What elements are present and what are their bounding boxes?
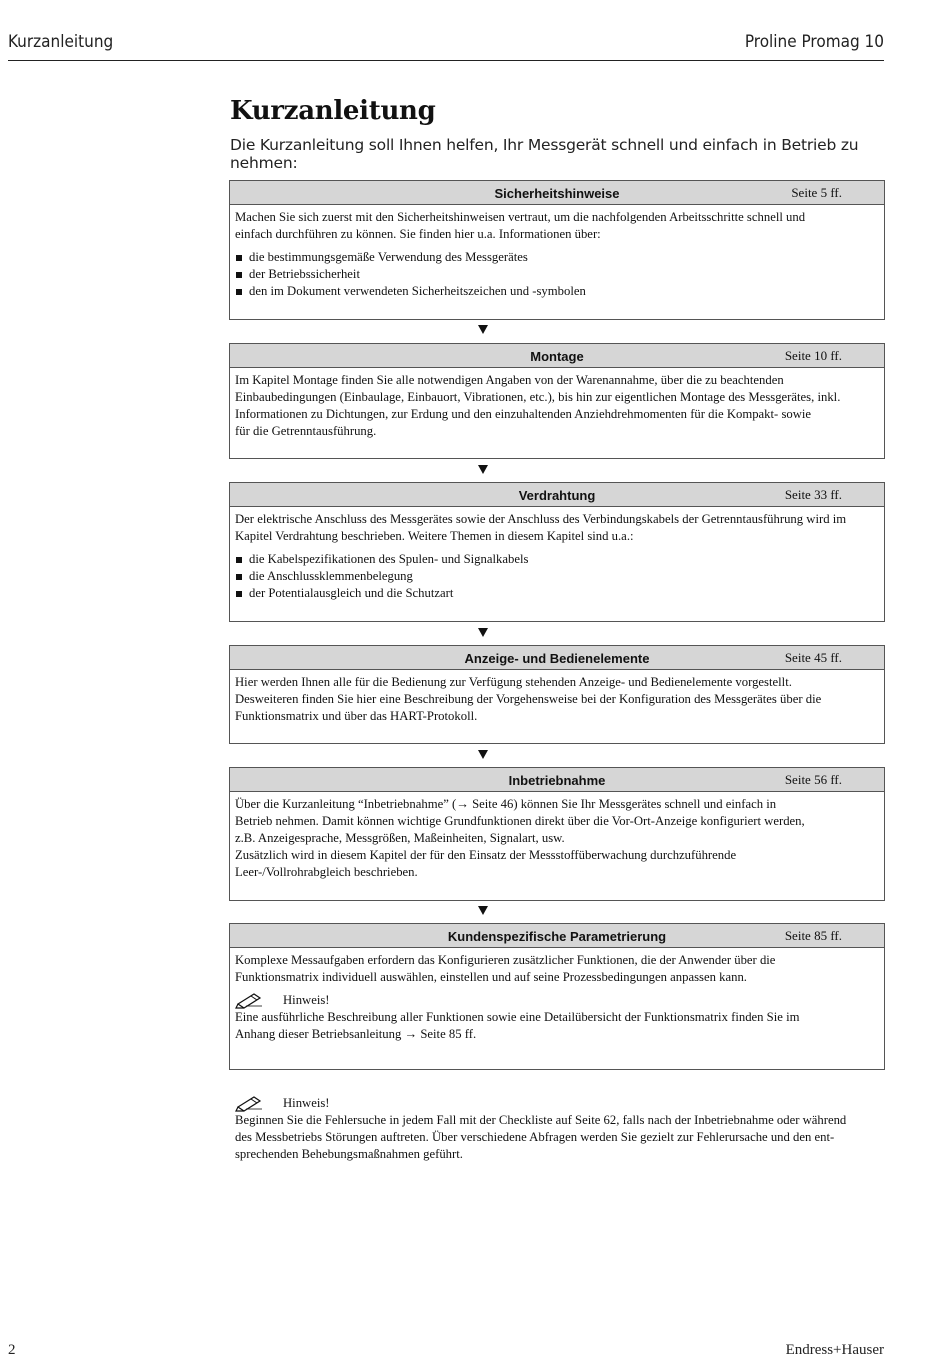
body-line: Beginnen Sie die Fehlersuche in jedem Fall mit der Checkliste auf Seite 62, falls nach der Inbetriebnahme oder während [235, 1113, 847, 1127]
section-header [230, 768, 884, 792]
section-page-ref: Seite 56 ff. [784, 772, 842, 787]
body-line: Betrieb nehmen. Damit können wichtige Grundfunktionen direkt über die Vor-Ort-Anzeige konfiguriert werden, [235, 814, 805, 828]
list-item: der Potentialausgleich und die Schutzart [235, 585, 878, 602]
section-title: Inbetriebnahme [508, 773, 606, 788]
body-line: Funktionsmatrix und über das HART-Protokoll. [235, 709, 478, 723]
body-line: Über die Kurzanleitung “Inbetriebnahme” (→ Seite 46) können Sie Ihr Messgerätes schnell und einfach in [235, 797, 777, 811]
arrow-down-icon [478, 750, 488, 759]
body-line: Kapitel Verdrahtung beschrieben. Weitere Themen in diesem Kapitel sind u.a.: [235, 529, 634, 543]
section-page-ref: Seite 5 ff. [791, 185, 842, 200]
section-header [230, 181, 884, 205]
body-line: Einbaubedingungen (Einbaulage, Einbauort, Vibrationen, etc.), bis hin zur eigentlichen Montage des Messgerätes, inkl. [235, 390, 841, 404]
body-line: einfach durchführen zu können. Sie finden hier u.a. Informationen über: [235, 227, 601, 241]
bullet-list [235, 249, 878, 300]
arrow-down-icon [478, 628, 488, 637]
list-item: die Anschlussklemmenbelegung [235, 568, 878, 585]
bottom-note [235, 1094, 880, 1163]
body-line: Leer-/Vollrohrabgleich beschrieben. [235, 865, 418, 879]
section-title: Montage [530, 349, 584, 364]
body-line: Machen Sie sich zuerst mit den Sicherheitshinweisen vertraut, um die nachfolgenden Arbeitsschritte schnell und [235, 210, 806, 224]
list-item: der Betriebssicherheit [235, 266, 878, 283]
body-line: Zusätzlich wird in diesem Kapitel der für den Einsatz der Messstoffüberwachung durchzuführende [235, 848, 737, 862]
footer-brand: Endress+Hauser [785, 1342, 884, 1358]
body-line: Der elektrische Anschluss des Messgerätes sowie der Anschluss des Verbindungskabels der Getrenntausführung wird im [235, 512, 847, 526]
list-item: den im Dokument verwendeten Sicherheitszeichen und -symbolen [235, 283, 878, 300]
body-line: sprechenden Behebungsmaßnahmen geführt. [235, 1147, 463, 1161]
section-box-verdrahtung [229, 482, 885, 622]
section-page-ref: Seite 45 ff. [784, 650, 842, 665]
body-line: Im Kapitel Montage finden Sie alle notwendigen Angaben von der Warenannahme, über die zu beachtenden [235, 373, 784, 387]
header-rule [8, 60, 884, 61]
body-line: Eine ausführliche Beschreibung aller Funktionen sowie eine Detailübersicht der Funktionsmatrix finden Sie im [235, 1010, 800, 1024]
section-body [230, 205, 884, 300]
section-title: Verdrahtung [518, 488, 596, 503]
body-line: Komplexe Messaufgaben erfordern das Konfigurieren zusätzlicher Funktionen, die der Anwender über die [235, 953, 776, 967]
section-page-ref: Seite 33 ff. [784, 487, 842, 502]
section-body [230, 368, 884, 440]
list-item: die bestimmungsgemäße Verwendung des Messgerätes [235, 249, 878, 266]
section-body [230, 948, 884, 1043]
section-header [230, 344, 884, 368]
content-area [230, 96, 884, 172]
section-header [230, 483, 884, 507]
arrow-down-icon [478, 906, 488, 915]
body-line: Informationen zu Dichtungen, zur Erdung und den einzuhaltenden Anziehdrehmomenten für die Kompakt- sowie [235, 407, 812, 421]
body-line: z.B. Anzeigesprache, Messgrößen, Maßeinheiten, Signalart, usw. [235, 831, 565, 845]
page-number: 2 [8, 1342, 16, 1358]
section-page-ref: Seite 85 ff. [784, 928, 842, 943]
body-line: Hier werden Ihnen alle für die Bedienung zur Verfügung stehenden Anzeige- und Bedienelemente vorgestellt. [235, 675, 792, 689]
body-line: des Messbetriebs Störungen auftreten. Über verschiedene Abfragen werden Sie gezielt zur Fehlerursache und den ent- [235, 1130, 835, 1144]
note-label: Hinweis! [283, 1095, 330, 1110]
body-line: Funktionsmatrix individuell auswählen, einstellen und auf seine Prozessbedingungen anpassen kann. [235, 970, 747, 984]
body-line: Desweiteren finden Sie hier eine Beschreibung der Vorgehensweise bei der Konfiguration des Messgerätes über die [235, 692, 822, 706]
body-line: Anhang dieser Betriebsanleitung → Seite 85 ff. [235, 1027, 477, 1041]
section-title: Anzeige- und Bedienelemente [464, 651, 650, 666]
running-header-right: Proline Promag 10 [744, 32, 884, 52]
section-header [230, 924, 884, 948]
section-page-ref: Seite 10 ff. [784, 348, 842, 363]
pencil-note-icon [235, 991, 265, 1009]
bullet-list [235, 551, 878, 602]
section-body [230, 792, 884, 881]
section-title: Kundenspezifische Parametrierung [447, 929, 667, 944]
section-box-anzeige [229, 645, 885, 744]
note-heading [235, 1094, 880, 1112]
section-header [230, 646, 884, 670]
note-label: Hinweis! [283, 992, 330, 1007]
list-item: die Kabelspezifikationen des Spulen- und Signalkabels [235, 551, 878, 568]
section-box-inbetriebnahme [229, 767, 885, 901]
section-body [230, 670, 884, 725]
running-header-left: Kurzanleitung [8, 32, 114, 52]
section-box-montage [229, 343, 885, 459]
body-line: für die Getrenntausführung. [235, 424, 377, 438]
section-box-kundenspezifisch [229, 923, 885, 1070]
arrow-down-icon [478, 465, 488, 474]
pencil-note-icon [235, 1094, 265, 1112]
section-body [230, 507, 884, 602]
section-box-sicherheitshinweise [229, 180, 885, 320]
section-title: Sicherheitshinweise [494, 186, 620, 201]
note-heading [235, 991, 878, 1009]
intro-text: Die Kurzanleitung soll Ihnen helfen, Ihr Messgerät schnell und einfach in Betrieb zu nehmen: [230, 136, 859, 172]
page-title: Kurzanleitung [230, 96, 436, 126]
arrow-down-icon [478, 325, 488, 334]
